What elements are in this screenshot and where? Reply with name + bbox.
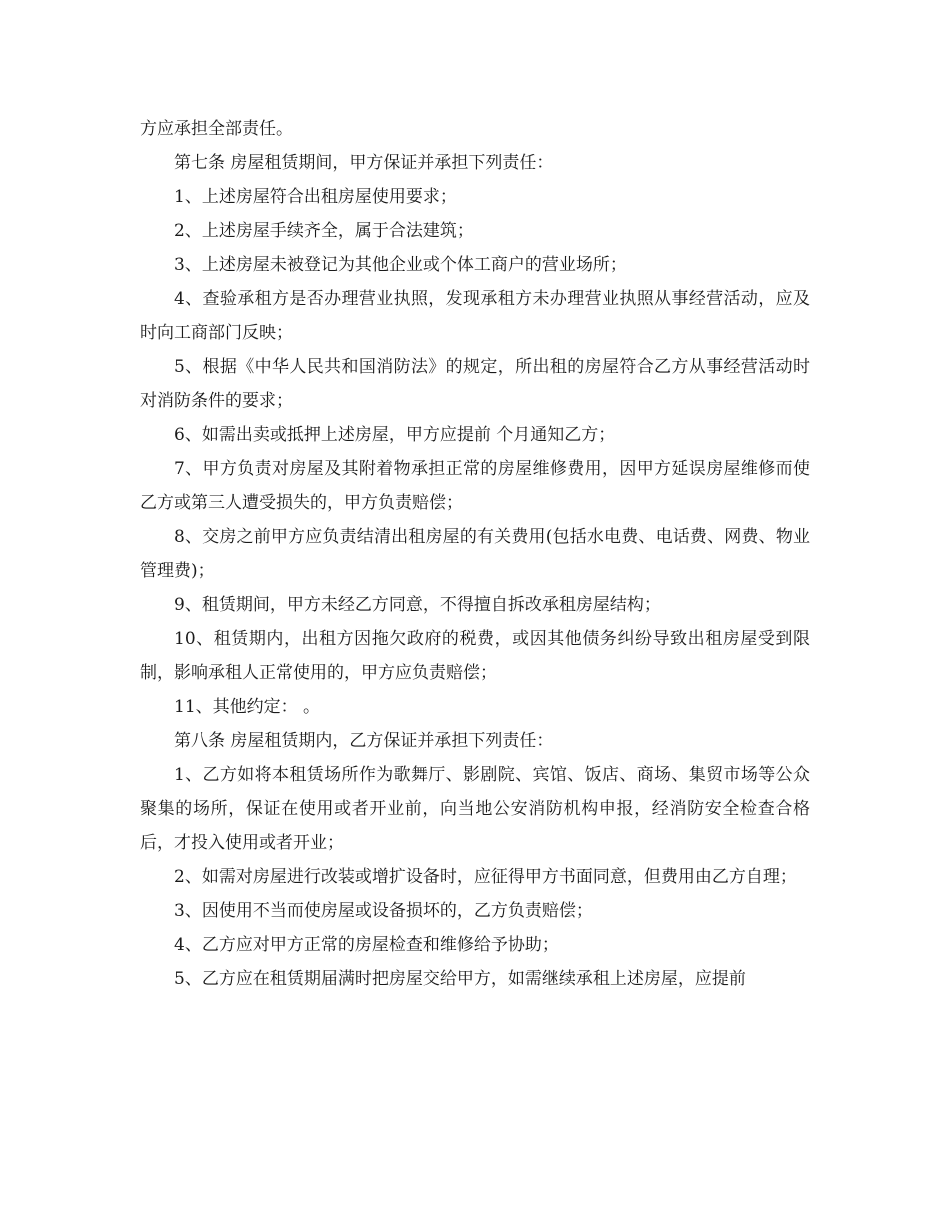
clause-item: 10、租赁期内，出租方因拖欠政府的税费，或因其他债务纠纷导致出租房屋受到限制，影响承租人正常使用的，甲方应负责赔偿； xyxy=(140,629,810,683)
clause-item: 1、上述房屋符合出租房屋使用要求； xyxy=(174,187,457,207)
clause-item: 8、交房之前甲方应负责结清出租房屋的有关费用(包括水电费、电话费、网费、物业管理费)； xyxy=(140,527,810,581)
clause-item: 1、乙方如将本租赁场所作为歌舞厅、影剧院、宾馆、饭店、商场、集贸市场等公众聚集的场所，保证在使用或者开业前，向当地公安消防机构申报，经消防安全检查合格后，才投入使用或者开业； xyxy=(140,765,810,853)
article-heading: 第七条 房屋租赁期间，甲方保证并承担下列责任： xyxy=(174,153,554,173)
document-body xyxy=(140,112,810,996)
clause-item: 2、上述房屋手续齐全，属于合法建筑； xyxy=(174,221,474,241)
clause-item: 3、因使用不当而使房屋或设备损坏的，乙方负责赔偿； xyxy=(174,901,593,921)
clause-item: 4、乙方应对甲方正常的房屋检查和维修给予协助； xyxy=(174,935,559,955)
clause-item: 3、上述房屋未被登记为其他企业或个体工商户的营业场所； xyxy=(174,255,627,275)
clause-item: 7、甲方负责对房屋及其附着物承担正常的房屋维修费用，因甲方延误房屋维修而使乙方或第三人遭受损失的，甲方负责赔偿； xyxy=(140,459,810,513)
clause-item: 5、乙方应在租赁期届满时把房屋交给甲方，如需继续承租上述房屋，应提前 xyxy=(174,969,746,989)
clause-item: 11、其他约定： 。 xyxy=(174,697,321,717)
article-heading: 第八条 房屋租赁期内，乙方保证并承担下列责任： xyxy=(174,731,554,751)
clause-item: 6、如需出卖或抵押上述房屋，甲方应提前 个月通知乙方； xyxy=(174,425,616,445)
clause-item: 2、如需对房屋进行改装或增扩设备时，应征得甲方书面同意，但费用由乙方自理； xyxy=(174,867,797,887)
paragraph: 方应承担全部责任。 xyxy=(140,119,293,139)
clause-item: 4、查验承租方是否办理营业执照，发现承租方未办理营业执照从事经营活动，应及时向工商部门反映； xyxy=(140,289,810,343)
clause-item: 9、租赁期间，甲方未经乙方同意，不得擅自拆改承租房屋结构； xyxy=(174,595,661,615)
clause-item: 5、根据《中华人民共和国消防法》的规定，所出租的房屋符合乙方从事经营活动时对消防条件的要求； xyxy=(140,357,810,411)
